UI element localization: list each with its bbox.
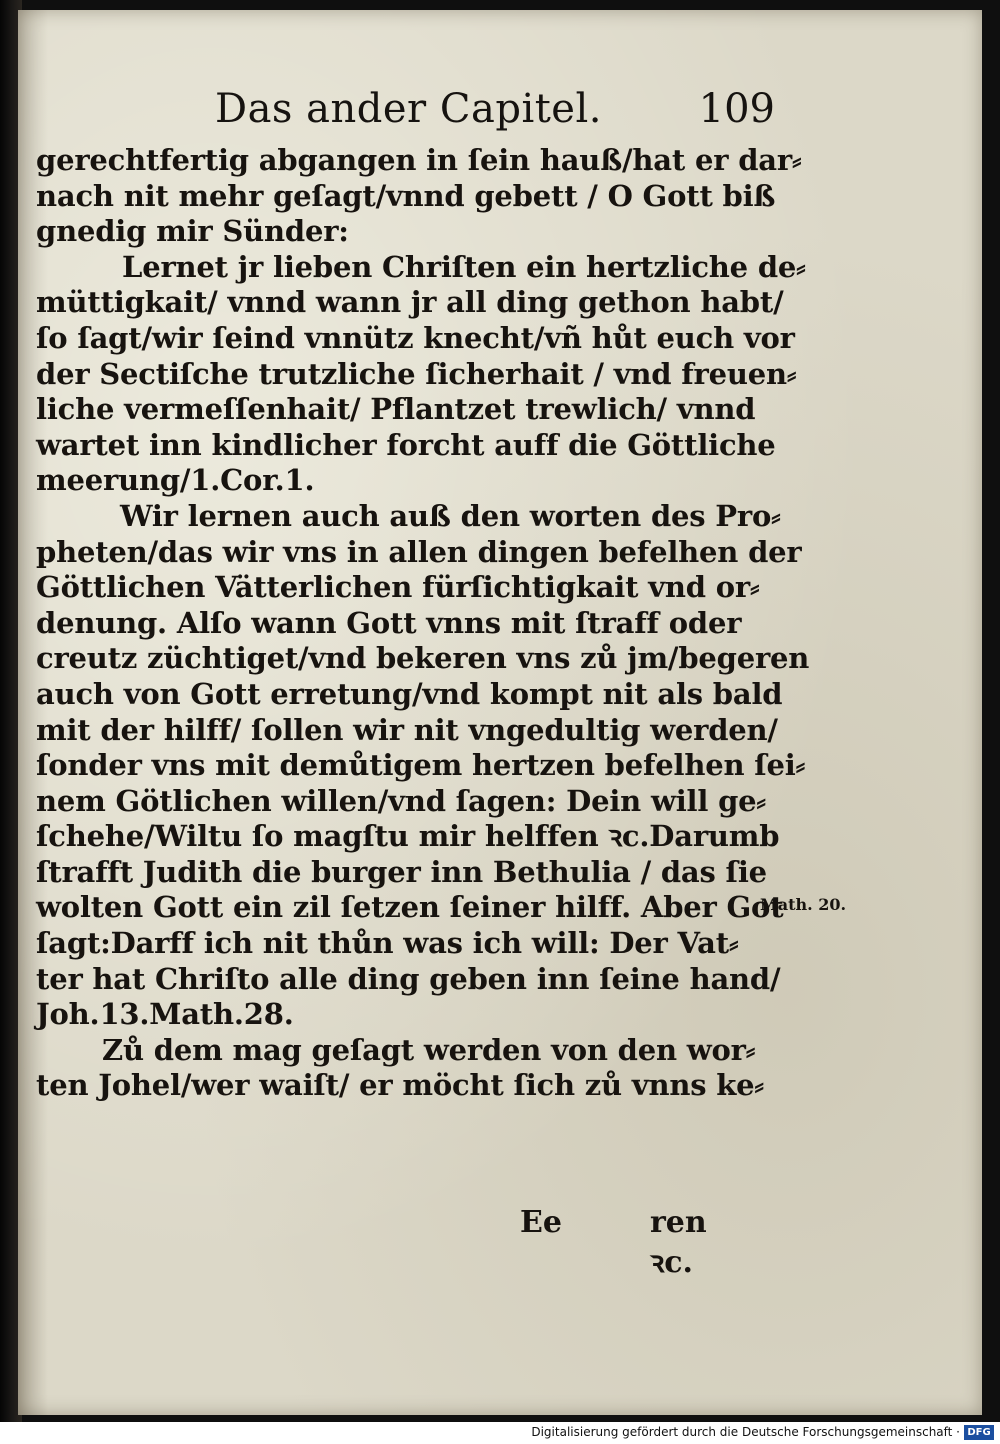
text-line: Wir lernen auch auß den worten des Pro⸗ xyxy=(120,498,781,533)
text-line: der Sectiſche trutzliche ſicherhait / vnd freuen⸗ xyxy=(36,356,797,391)
text-line: gnedig mir Sünder: xyxy=(36,214,349,249)
footer-bar xyxy=(0,1422,1000,1444)
text-line: wolten Gott ein zil ſetzen ſeiner hilff. Aber Got xyxy=(36,890,784,925)
catchword-row xyxy=(520,1205,760,1280)
text-line: Göttlichen Vätterlichen fürſichtigkait vnd or⸗ xyxy=(36,570,760,605)
text-line: müttigkait/ vnnd wann jr all ding gethon habt/ xyxy=(36,285,784,320)
footer-credit: Digitalisierung gefördert durch die Deutsche Forschungsgemeinschaft · xyxy=(531,1425,960,1439)
text-line: ſtrafft Judith die burger inn Bethulia / das ſie xyxy=(36,854,767,889)
text-line: Joh.13.Math.28. xyxy=(36,997,294,1032)
running-title: Das ander Capitel. xyxy=(215,86,602,132)
text-line: mit der hilff/ ſollen wir nit vngedultig werden/ xyxy=(36,712,778,747)
text-line: gerechtfertig abgangen in ſein hauß/hat er dar⸗ xyxy=(36,143,802,177)
text-line: ten Johel/wer waiſt/ er möcht ſich zů vnns ke⸗ xyxy=(36,1068,764,1103)
text-line: ter hat Chriſto alle ding geben inn ſeine hand/ xyxy=(36,961,781,996)
text-line: pheten/das wir vns in allen dingen befelhen der xyxy=(36,534,802,569)
text-line: ſagt:Darff ich nit thůn was ich will: Der Vat⸗ xyxy=(36,926,739,961)
text-line: nach nit mehr geſagt/vnnd gebett / O Gott biß xyxy=(36,178,776,213)
text-line: creutz züchtiget/vnd bekeren vns zů jm/begeren xyxy=(36,641,810,676)
text-line: denung. Alſo wann Gott vnns mit ſtraff oder xyxy=(36,605,742,640)
dfg-logo: DFG xyxy=(964,1425,994,1440)
text-line: nem Götlichen willen/vnd ſagen: Dein will ge⸗ xyxy=(36,783,766,818)
text-line: ſonder vns mit demůtigem hertzen befelhen ſei⸗ xyxy=(36,748,806,783)
text-line: wartet inn kindlicher forcht auff die Göttliche xyxy=(36,427,776,462)
text-line: liche vermeſſenhait/ Pflantzet trewlich/ vnnd xyxy=(36,392,756,427)
text-line: ſchehe/Wiltu ſo magſtu mir helffen ꝛc.Darumb xyxy=(36,819,780,854)
text-line: auch von Gott erretung/vnd kompt nit als bald xyxy=(36,676,783,711)
text-line: Zů dem mag geſagt werden von den wor⸗ xyxy=(102,1032,756,1067)
page-number: 109 xyxy=(698,86,775,132)
page-header xyxy=(215,86,775,146)
text-line: ſo ſagt/wir ſeind vnnütz knecht/vñ hůt euch vor xyxy=(36,320,795,355)
marginal-reference: Math. 20. xyxy=(760,895,847,914)
text-line: meerung/1.Cor.1. xyxy=(36,463,315,498)
text-line: Lernet jr lieben Chriſten ein hertzliche de⸗ xyxy=(122,249,806,284)
signature-mark: Ee xyxy=(520,1205,562,1240)
catchword: ren ꝛc. xyxy=(650,1205,707,1280)
